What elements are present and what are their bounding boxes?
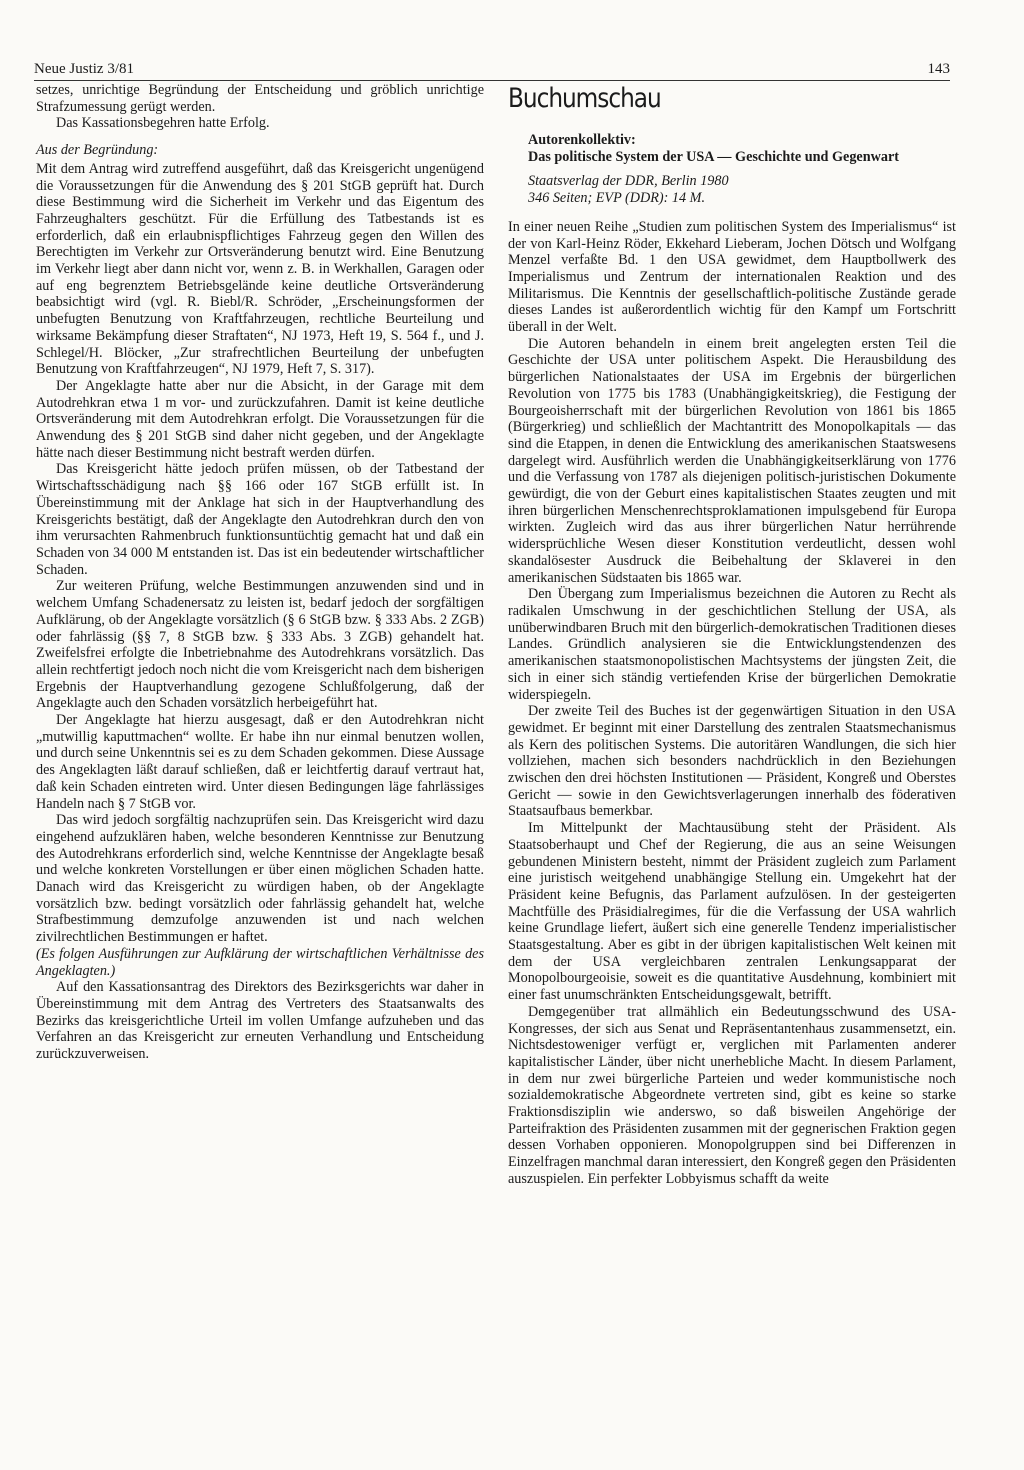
paragraph: Der zweite Teil des Buches ist der gegenwärtigen Situation in den USA gewidmet. Er beginnt mit einer Darstellung des zentralen Staatsmechanismus als Kern des politischen Systems. Die autoritären Wandlungen, die sich hier vollziehen, machen sich besonders nachdrücklich in den Beziehungen zwischen den drei höchsten Institutionen — Präsident, Kongreß und Oberstes Gericht — sowie in den Gewichtsverlagerungen innerhalb des föderativen Staatsaufbaus bemerkbar. bbox=[508, 703, 956, 820]
right-column bbox=[508, 82, 956, 1188]
book-publisher: Staatsverlag der DDR, Berlin 1980 bbox=[528, 173, 729, 190]
paragraph: Der Angeklagte hatte aber nur die Absicht, in der Garage mit dem Autodrehkran etwa 1 m vor- und zurückzufahren. Damit ist keine deutliche Ortsveränderung mit dem Autodrehkran erfolgt. Die Voraussetzungen für die Anwendung des § 201 StGB sind daher nicht gegeben, und der Angeklagte hätte nach dieser Bestimmung nicht bestraft werden dürfen. bbox=[36, 377, 484, 461]
section-title: Buchumschau bbox=[508, 83, 661, 114]
paragraph: Das wird jedoch sorgfältig nachzuprüfen sein. Das Kreisgericht wird dazu eingehend aufzuklären haben, welche besonderen Kenntnisse zur Benutzung des Autodrehkrans erforderlich sind, welche Kenntnisse der Angeklagte besaß und welche konkreten Vorstellungen er über einen möglichen Schaden hatte. Danach wird das Kreisgericht zu würdigen haben, ob der Angeklagte vorsätzlich bzw. bedingt vorsätzlich oder fahrlässig gehandelt hat, welche Strafbestimmung demzufolge anzuwenden ist und nach welchen zivilrechtlichen Bestimmungen er haftet. bbox=[36, 812, 484, 946]
paragraph: Zur weiteren Prüfung, welche Bestimmungen anzuwenden sind und in welchem Umfang Schadenersatz zu leisten ist, bedarf jedoch der sorgfältigen Aufklärung, ob der Angeklagte vorsätzlich (§ 6 StGB bzw. § 333 Abs. 2 ZGB) oder fahrlässig (§§ 7, 8 StGB bzw. § 333 Abs. 3 ZGB) gehandelt hat. Zweifelsfrei erfolgte die Inbetriebnahme des Autodrehkrans vorsätzlich. Das allein rechtfertigt jedoch noch nicht die vom Kreisgericht nach dem bisherigen Ergebnis der Hauptverhandlung gezogene Schlußfolgerung, daß der Angeklagte auch den Schaden vorsätzlich herbeigeführt hat. bbox=[36, 578, 484, 712]
paragraph: Der Angeklagte hat hierzu ausgesagt, daß er den Autodrehkran nicht „mutwillig kaputtmachen“ wollte. Er habe ihn nur einmal benutzen wollen, und durch seine Unkenntnis sei es zu dem Schaden gekommen. Diese Aussage des Angeklagten läßt darauf schließen, daß er leichtfertig darauf vertraut hat, daß kein Schaden eintreten wird. Unter diesen Bedingungen läge fahrlässiges Handeln nach § 7 StGB vor. bbox=[36, 712, 484, 812]
paragraph: Das Kreisgericht hätte jedoch prüfen müssen, ob der Tatbestand der Wirtschaftsschädigung nach §§ 166 oder 167 StGB erfüllt ist. In Übereinstimmung mit der Anklage hat sich in der Hauptverhandlung des Kreisgerichts bestätigt, daß der Angeklagte den Autodrehkran durch den von ihm verursachten Rahmenbruch funktionsuntüchtig gemacht hat und daß ein Schaden von 34 000 M entstanden ist. Das ist ein bedeutender wirtschaftlicher Schaden. bbox=[36, 461, 484, 578]
paragraph: setzes, unrichtige Begründung der Entscheidung und gröblich unrichtige Strafzumessung gerügt werden. bbox=[36, 82, 484, 115]
paragraph: Mit dem Antrag wird zutreffend ausgeführt, daß das Kreisgericht ungenügend die Voraussetzungen für die Anwendung des § 201 StGB geprüft hat. Durch diese Bestimmung wird die Sicherheit im Verkehr und das Eigentum des Fahrzeughalters geschützt. Für die Erfüllung des Tatbestands ist es erforderlich, daß ein erlaubnispflichtiges Fahrzeug gegen den Willen des Berechtigten im Verkehr zur Ortsveränderung benutzt wird. Eine Benutzung im Verkehr liegt aber dann nicht vor, wenn z. B. in Werkhallen, Garagen oder auf eng begrenztem Betriebsgelände keine deutliche Ortsveränderung beabsichtigt wird (vgl. R. Biebl/R. Schröder, „Erscheinungsformen der unbefugten Benutzung von Kraftfahrzeugen, rechtliche Beurteilung und wirksame Bekämpfung dieser Straftaten“, NJ 1973, Heft 19, S. 564 f., und J. Schlegel/H. Blöcker, „Zur strafrechtlichen Beurteilung der unbefugten Benutzung von Kraftfahrzeugen“, NJ 1979, Heft 7, S. 317). bbox=[36, 160, 484, 378]
book-author: Autorenkollektiv: bbox=[528, 132, 636, 148]
paragraph: Auf den Kassationsantrag des Direktors des Bezirksgerichts war daher in Übereinstimmung mit dem Antrag des Vertreters des Staatsanwalts des Bezirks das kreisgerichtliche Urteil im vollen Umfange aufzuheben und das Verfahren an das Kreisgericht zur erneuten Verhandlung und Entscheidung zurückzuverweisen. bbox=[36, 979, 484, 1063]
editorial-note: (Es folgen Ausführungen zur Aufklärung der wirtschaftlichen Verhältnisse des Angeklagten.) bbox=[36, 945, 484, 979]
subheading: Aus der Begründung: bbox=[36, 142, 159, 159]
left-column bbox=[36, 82, 484, 1063]
paragraph: Die Autoren behandeln in einem breit angelegten ersten Teil die Geschichte der USA unter politischem Aspekt. Die Herausbildung des bürgerlichen Nationalstaates der USA im Ergebnis der bürgerlichen Revolution von 1775 bis 1783 (Unabhängigkeitskrieg), die Festigung der Bourgeoisherrschaft mit der bürgerlichen Revolution von 1861 bis 1865 (Bürgerkrieg) und schließlich der Machtantritt des Monopolkapitals — das sind die Etappen, in denen die Entwicklung des amerikanischen Staatswesens dargelegt wird. Ausführlich werden die Unabhängigkeitserklärung von 1776 und die Verfassung von 1787 als diejenigen politisch-juristischen Dokumente gewürdigt, die von der Geburt eines kapitalistischen Staates zeugten und mit ihren bürgerlichen Menschenrechtsproklamationen impulsgebend für Europa wirkten. Zugleich wird das aus ihrer bürgerlichen Natur herrührende widersprüchliche Wesen dieser Konstitution verdeutlicht, dessen wohl skandalösester Ausdruck die Beibehaltung der Sklaverei in den amerikanischen Südstaaten bis 1865 war. bbox=[508, 335, 956, 586]
journal-title: Neue Justiz 3/81 bbox=[34, 61, 134, 77]
page-number: 143 bbox=[927, 61, 950, 77]
paragraph: Den Übergang zum Imperialismus bezeichnen die Autoren zu Recht als radikalen Umschwung in der geschichtlichen Stellung der USA, als unüberwindbaren Bruch mit den bürgerlich-demokratischen Traditionen dieses Landes. Gründlich analysieren sie die Entwicklungstendenzen des amerikanischen staatsmonopolistischen Machtsystems der jüngsten Zeit, die sich in einer sich ständig vertiefenden Krise der bürgerlichen Demokratie widerspiegeln. bbox=[508, 586, 956, 703]
book-title: Das politische System der USA — Geschichte und Gegenwart bbox=[528, 148, 899, 165]
page-header bbox=[34, 56, 950, 81]
paragraph: Das Kassationsbegehren hatte Erfolg. bbox=[56, 115, 270, 132]
paragraph: Im Mittelpunkt der Machtausübung steht der Präsident. Als Staatsoberhaupt und Chef der Regierung, die aus an seine Weisungen gebundenen Ministern besteht, nimmt der Präsident zugleich zum Parlament eine juristisch weitgehend unabhängige Stellung ein. Umgekehrt hat der Präsident keine Befugnis, das Parlament aufzulösen. In der gesteigerten Machtfülle des Präsidialregimes, für die die Verfassung der USA wahrlich keine Grundlage liefert, äußert sich eine generelle Tendenz imperialistischer Staatsgestaltung. Aber es gibt in der übrigen kapitalistischen Welt keinen mit dem der USA vergleichbaren zentralen Lenkungsapparat der Monopolbourgeoisie, soweit es die quantitative Ausdehnung, kombiniert mit einer fast unumschränkten Entscheidungsgewalt, betrifft. bbox=[508, 820, 956, 1004]
book-pages-price: 346 Seiten; EVP (DDR): 14 M. bbox=[528, 190, 706, 207]
paragraph: Demgegenüber trat allmählich ein Bedeutungsschwund des USA-Kongresses, der sich aus Senat und Repräsentantenhaus zusammensetzt, ein. Nichtsdestoweniger verfügt er, verglichen mit Parlamenten anderer kapitalistischer Länder, über nicht unerhebliche Macht. In diesem Parlament, in dem nur zwei bürgerliche Parteien und weder kommunistische noch sozialdemokratische Abgeordnete vertreten sind, gibt es keine so starke Fraktionsdisziplin wie anderswo, so daß bisweilen Angehörige der Parteifraktion des Präsidenten zusammen mit der gegnerischen Fraktion gegen dessen Vorhaben opponieren. Monopolgruppen sind bei Differenzen in Einzelfragen manchmal daran interessiert, den Kongreß gegen den Präsidenten auszuspielen. Ein perfekter Lobbyismus schafft da weite bbox=[508, 1003, 956, 1187]
paragraph: In einer neuen Reihe „Studien zum politischen System des Imperialismus“ ist der von Karl-Heinz Röder, Ekkehard Lieberam, Jochen Dötsch und Wolfgang Menzel verfaßte Bd. 1 den USA gewidmet, dem Hauptbollwerk des Imperialismus und Zentrum der internationalen Reaktion und des Militarismus. Die Kenntnis der gesellschaftlich-politische Zustände gerade dieses Landes ist außerordentlich wichtig für den Kampf um Fortschritt überall in der Welt. bbox=[508, 218, 956, 336]
